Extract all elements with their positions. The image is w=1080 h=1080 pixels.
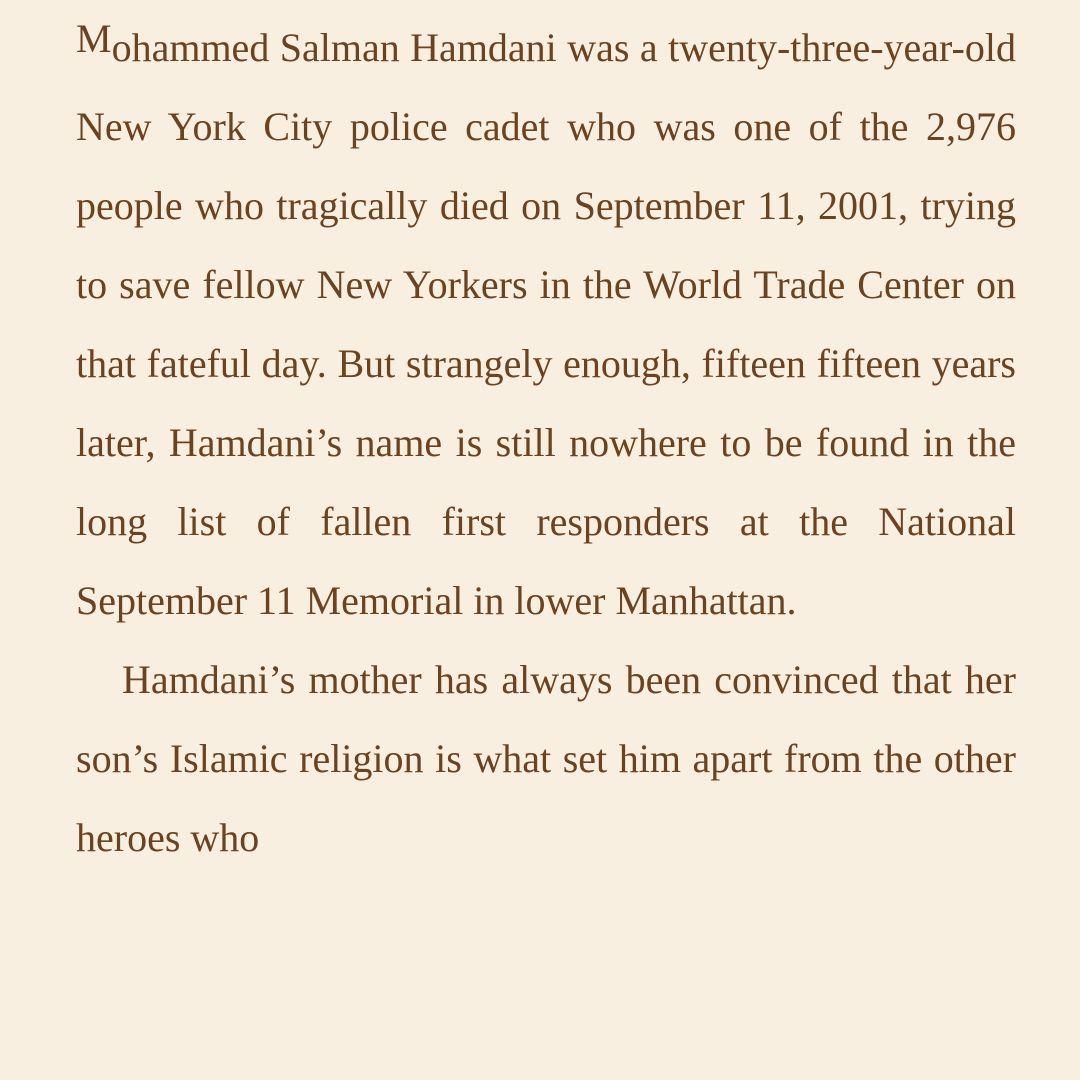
body-text xyxy=(76,8,1016,877)
paragraph-2 xyxy=(76,640,1016,877)
paragraph-1-text: ohammed Salman Hamdani was a twenty-three-year-old New York City police cadet who was one of the 2,976 people who tragically died on September 11, 2001, trying to save fellow New Yorkers in the World Trade Center on that fateful day. But strangely enough, fifteen fifteen years later, Hamdani’s name is still nowhere to be found in the long list of fallen first responders at the National September 11 Memorial in lower Manhattan. xyxy=(76,25,1016,623)
paragraph-2-text: Hamdani’s mother has always been convinced that her son’s Islamic religion is what set him apart from the other heroes who xyxy=(76,657,1016,860)
paragraph-1 xyxy=(76,8,1016,640)
raised-initial-letter: M xyxy=(76,16,112,61)
